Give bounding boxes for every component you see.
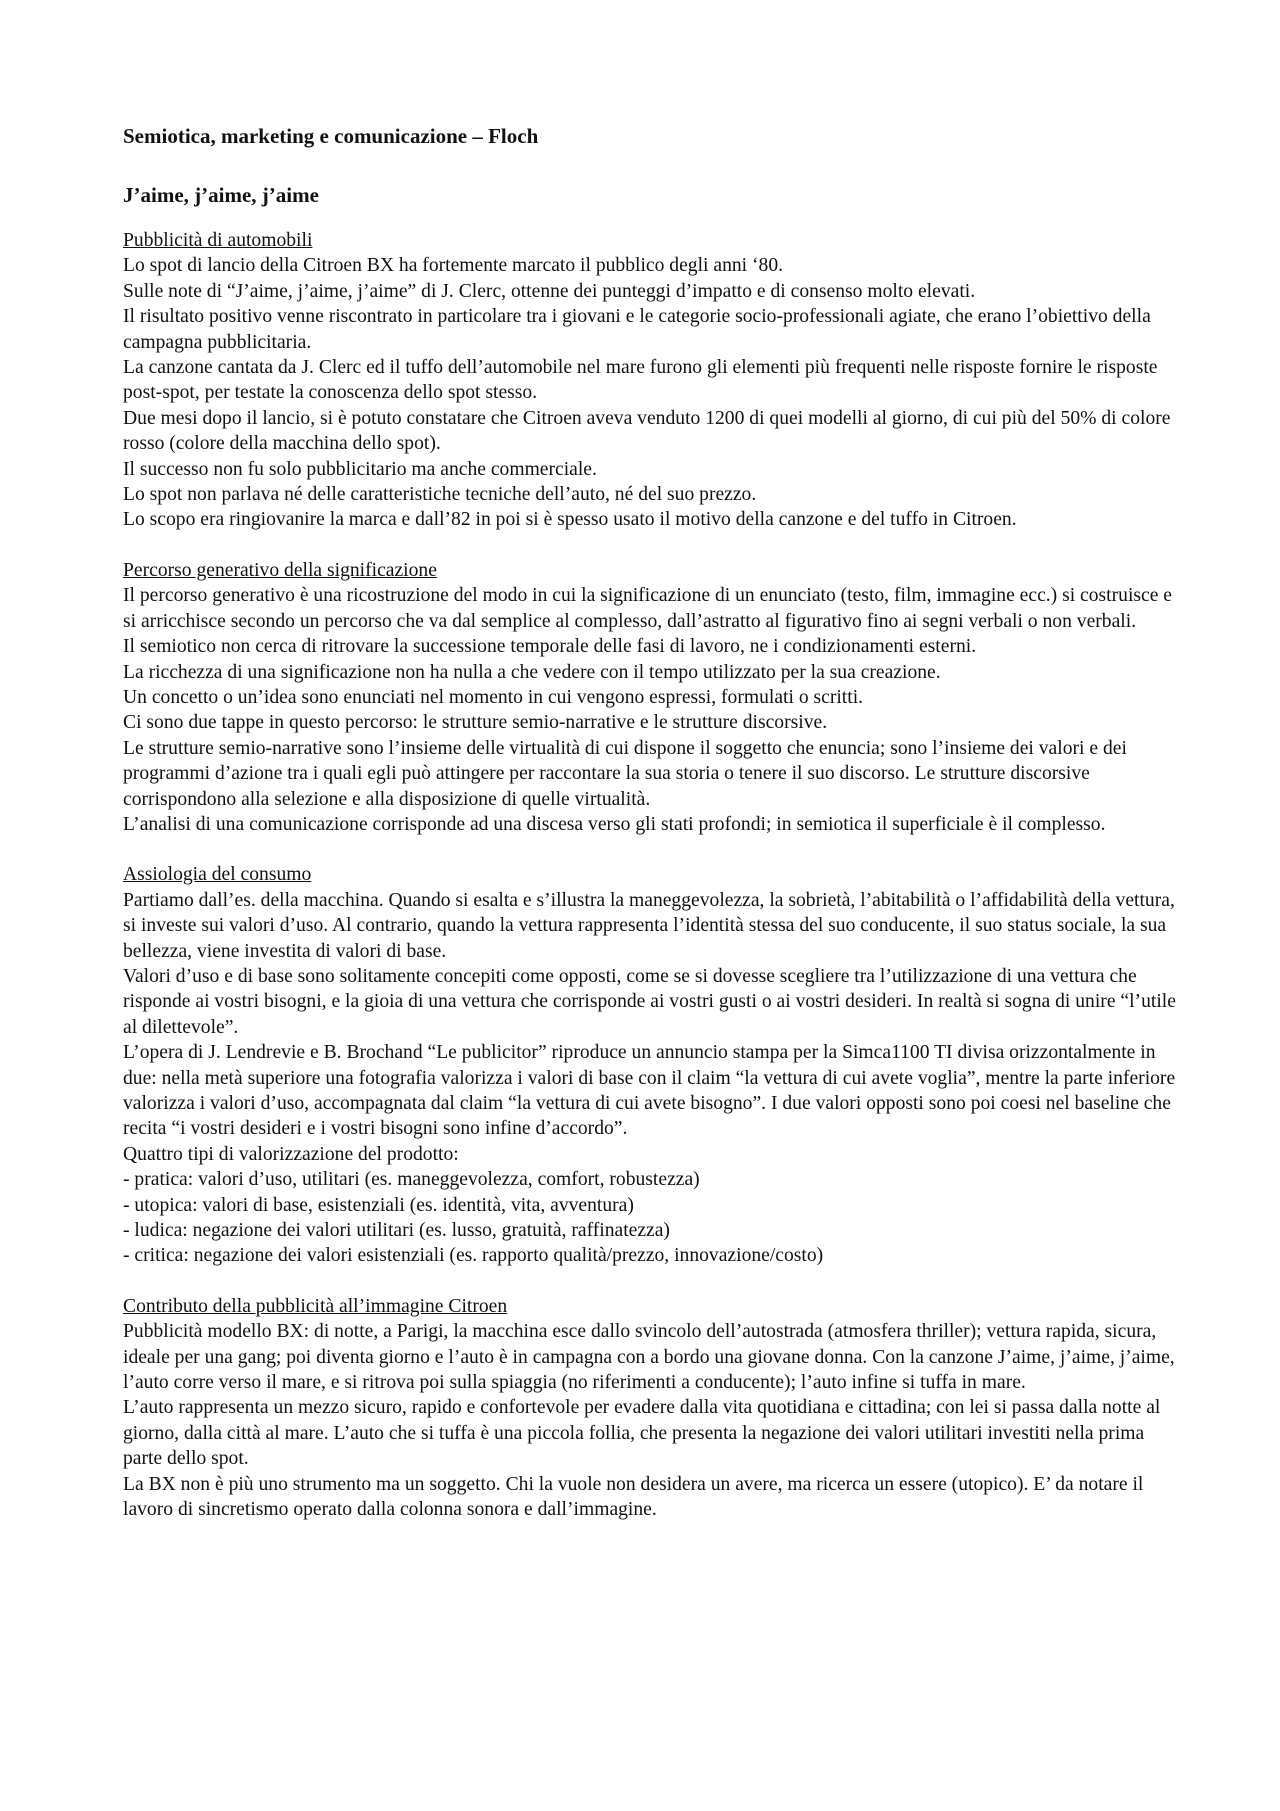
list-item: - pratica: valori d’uso, utilitari (es. maneggevolezza, comfort, robustezza) <box>123 1169 700 1191</box>
list-item: - ludica: negazione dei valori utilitari (es. lusso, gratuità, raffinatezza) <box>123 1220 670 1242</box>
section-heading: Assiologia del consumo <box>123 864 312 886</box>
section-heading: Contributo della pubblicità all’immagine Citroen <box>123 1295 508 1317</box>
paragraph: Quattro tipi di valorizzazione del prodotto: <box>123 1143 459 1165</box>
list-item: - critica: negazione dei valori esistenziali (es. rapporto qualità/prezzo, innovazione/costo) <box>123 1245 824 1267</box>
paragraph: L’analisi di una comunicazione corrisponde ad una discesa verso gli stati profondi; in semiotica il superficiale è il complesso. <box>123 813 1106 835</box>
paragraph: La ricchezza di una significazione non ha nulla a che vedere con il tempo utilizzato per la sua creazione. <box>123 661 941 683</box>
document-title: Semiotica, marketing e comunicazione – Floch <box>123 124 539 148</box>
section-assiologia-consumo <box>123 862 1183 1269</box>
paragraph: Lo scopo era ringiovanire la marca e dall’82 in poi si è spesso usato il motivo della canzone e del tuffo in Citroen. <box>123 509 1017 531</box>
valorization-list <box>123 1167 1183 1269</box>
paragraph: Partiamo dall’es. della macchina. Quando si esalta e s’illustra la maneggevolezza, la sobrietà, l’abitabilità o l’affidabilità della vettura, si investe sui valori d’uso. Al contrario, quando la vettura rappresenta l’identità stessa del suo conducente, il suo status sociale, la sua bellezza, viene investita di valori di base. <box>123 889 1175 962</box>
paragraph: Il percorso generativo è una ricostruzione del modo in cui la significazione di un enunciato (testo, film, immagine ecc.) si costruisce e si arricchisce secondo un percorso che va dal semplice al complesso, dall’astratto al figurativo fino ai segni verbali o non verbali. <box>123 585 1173 632</box>
paragraph: Due mesi dopo il lancio, si è potuto constatare che Citroen aveva venduto 1200 di quei modelli al giorno, di cui più del 50% di colore rosso (colore della macchina dello spot). <box>123 407 1171 455</box>
paragraph: La canzone cantata da J. Clerc ed il tuffo dell’automobile nel mare furono gli elementi più frequenti nelle risposte fornire le risposte post-spot, per testate la conoscenza dello spot stesso. <box>123 357 1158 404</box>
paragraph: Il risultato positivo venne riscontrato in particolare tra i giovani e le categorie socio-professionali agiate, che erano l’obiettivo della campagna pubblicitaria. <box>123 306 1151 353</box>
paragraph: Pubblicità modello BX: di notte, a Parigi, la macchina esce dallo svincolo dell’autostrada (atmosfera thriller); vettura rapida, sicura, ideale per una gang; poi diventa giorno e l’auto è in campagna con a bordo una giovane donna. Con la canzone J’aime, j’aime, j’aime, l’auto corre verso il mare, e si ritrova poi sulla spiaggia (no riferimenti a conducente); l’auto infine si tuffa in mare. <box>123 1321 1175 1394</box>
section-pubblicita-automobili <box>123 228 1183 533</box>
list-item: - utopica: valori di base, esistenziali (es. identità, vita, avventura) <box>123 1194 634 1216</box>
paragraph: Valori d’uso e di base sono solitamente concepiti come opposti, come se si dovesse scegliere tra l’utilizzazione di una vettura che risponde ai vostri bisogni, e la gioia di una vettura che corrisponde ai vostri gusti o ai vostri desideri. In realtà si sogna di unire “l’utile al dilettevole”. <box>123 965 1176 1038</box>
paragraph: Il successo non fu solo pubblicitario ma anche commerciale. <box>123 458 597 480</box>
section-heading: Pubblicità di automobili <box>123 230 313 251</box>
paragraph: Un concetto o un’idea sono enunciati nel momento in cui vengono espressi, formulati o scritti. <box>123 686 864 708</box>
section-heading: Percorso generativo della significazione <box>123 559 437 581</box>
paragraph: La BX non è più uno strumento ma un soggetto. Chi la vuole non desidera un avere, ma ricerca un essere (utopico). E’ da notare il lavoro di sincretismo operato dalla colonna sonora e dall’immagine. <box>123 1473 1144 1521</box>
section-contributo-pubblicita <box>123 1294 1183 1523</box>
section-percorso-generativo <box>123 558 1183 837</box>
paragraph: Ci sono due tappe in questo percorso: le strutture semio-narrative e le strutture discorsive. <box>123 712 828 734</box>
paragraph: Il semiotico non cerca di ritrovare la successione temporale delle fasi di lavoro, ne i condizionamenti esterni. <box>123 636 977 658</box>
document-subtitle: J’aime, j’aime, j’aime <box>123 183 319 207</box>
paragraph: Le strutture semio-narrative sono l’insieme delle virtualità di cui dispone il soggetto che enuncia; sono l’insieme dei valori e dei programmi d’azione tra i quali egli può attingere per raccontare la sua storia o tenere il suo discorso. Le strutture discorsive corrispondono alla selezione e alla disposizione di quelle virtualità. <box>123 737 1127 810</box>
paragraph: Lo spot di lancio della Citroen BX ha fortemente marcato il pubblico degli anni ‘80. <box>123 255 784 277</box>
paragraph: L’opera di J. Lendrevie e B. Brochand “Le publicitor” riproduce un annuncio stampa per la Simca1100 TI divisa orizzontalmente in due: nella metà superiore una fotografia valorizza i valori di base con il claim “la vettura di cui avete voglia”, mentre la parte inferiore valorizza i valori d’uso, accompagnata dal claim “la vettura di cui avete bisogno”. I due valori opposti sono poi coesi nel baseline che recita “i vostri desideri e i vostri bisogni sono infine d’accordo”. <box>123 1042 1176 1140</box>
paragraph: Sulle note di “J’aime, j’aime, j’aime” di J. Clerc, ottenne dei punteggi d’impatto e di consenso molto elevati. <box>123 280 976 302</box>
paragraph: Lo spot non parlava né delle caratteristiche tecniche dell’auto, né del suo prezzo. <box>123 484 757 506</box>
paragraph: L’auto rappresenta un mezzo sicuro, rapido e confortevole per evadere dalla vita quotidiana e cittadina; con lei si passa dalla notte al giorno, dalla città al mare. L’auto che si tuffa è una piccola follia, che presenta la negazione dei valori utilitari investiti nella prima parte dello spot. <box>123 1397 1161 1470</box>
document-page <box>123 122 1183 1548</box>
